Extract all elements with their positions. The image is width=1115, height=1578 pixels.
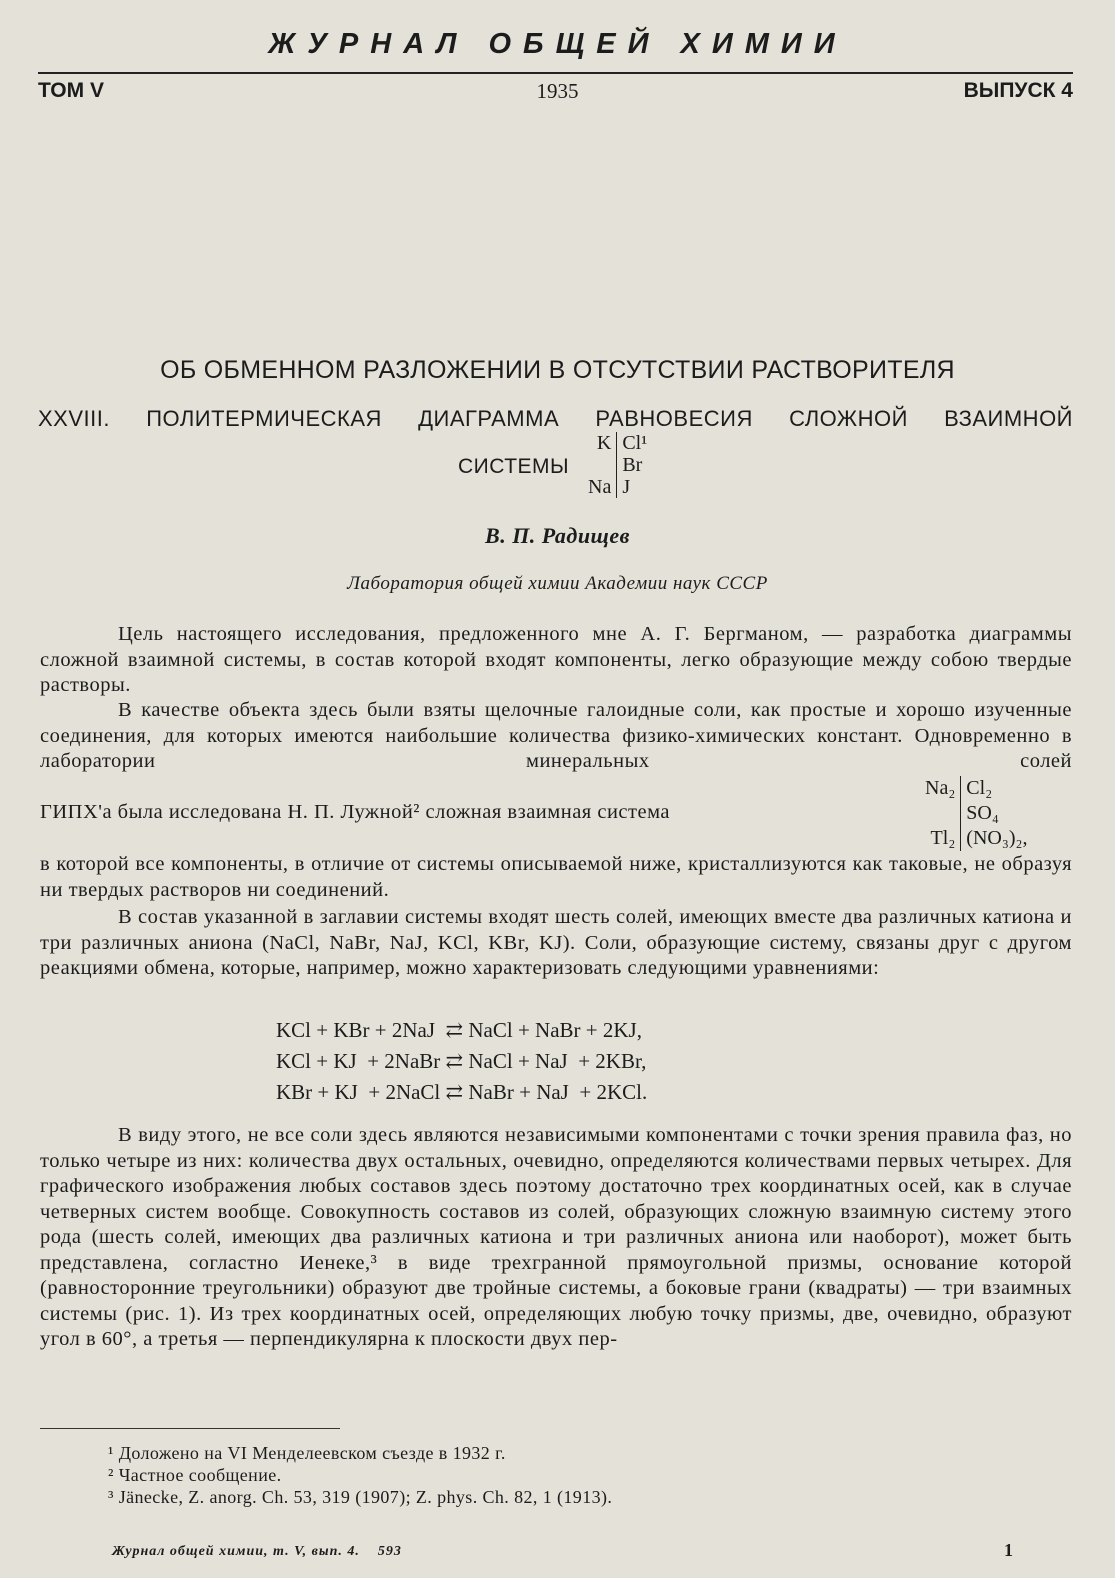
system-formula [588,432,647,498]
author: В. П. Радищев [485,523,630,548]
cation-tl2: Tl₂ [930,827,956,849]
system-label: СИСТЕМЫ [458,455,570,478]
cation-na: Na [588,476,612,498]
article-title: ОБ ОБМЕННОМ РАЗЛОЖЕНИИ В ОТСУТСТВИИ РАСТВОРИТЕЛЯ [160,356,955,384]
paragraph-2-line: ГИПХ'а была исследована Н. П. Лужной² сложная взаимная система [40,801,671,823]
article-subtitle: XXVIII. ПОЛИТЕРМИЧЕСКАЯ ДИАГРАММА РАВНОВЕСИЯ СЛОЖНОЙ ВЗАИМНОЙ [38,406,1073,431]
natl-system-formula [925,776,1027,851]
page-number: 1 [1004,1540,1013,1560]
footnote-1: ¹ Доложено на VI Менделеевском съезде в 1932 г. [108,1443,506,1463]
equation-1: KCl + KBr + 2NaJ ⇄ NaCl + NaBr + 2KJ, [276,1018,642,1042]
equations [276,1015,647,1108]
running-footer: Журнал общей химии, т. V, вып. 4. 593 [112,1544,402,1559]
volume-label: ТОМ V [38,79,104,102]
paragraph-1-text: Цель настоящего исследования, предложенного мне А. Г. Бергманом, — разработка диаграммы сложной взаимной системы, в состав которой входят компоненты, легко образующие между собою твердые растворы. [40,623,1072,696]
header-rule [38,72,1073,74]
anion-no3: (NO₃)₂, [966,827,1028,849]
equation-2: KCl + KJ + 2NaBr ⇄ NaCl + NaJ + 2KBr, [276,1049,647,1073]
affiliation: Лаборатория общей химии Академии наук СССР [347,573,768,594]
footnote-rule [40,1428,340,1429]
journal-title: ЖУРНАЛ ОБЩЕЙ ХИМИИ [268,28,847,60]
anion-so4: SO₄ [966,802,999,824]
paragraph-2-end [40,852,1072,903]
anion-cl2: Cl₂ [966,777,993,799]
paragraph-2-end-text: в которой все компоненты, в отличие от системы описываемой ниже, кристаллизуются как таковые, не образуя ни твердых растворов ни соединений. [40,853,1072,901]
equation-3: KBr + KJ + 2NaCl ⇄ NaBr + NaJ + 2KCl. [276,1080,648,1104]
footnote-3: ³ Jänecke, Z. anorg. Ch. 53, 319 (1907); Z. phys. Ch. 82, 1 (1913). [108,1487,613,1507]
paragraph-3-text: В состав указанной в заглавии системы входят шесть солей, имеющих вместе два различных катиона и три различных аниона (NaCl, NaBr, NaJ, KCl, KBr, KJ). Соли, образующие систему, связаны друг с другом реакциями обмена, которые, например, можно характеризовать следующими уравнениями: [40,906,1072,979]
cation-k: K [596,432,612,454]
paragraph-2-text: В качестве объекта здесь были взяты щелочные галоидные соли, как простые и хорошо изученные соединения, для которых имеются наибольшие количества физико-химических констант. Одновременно в лаборатории минеральных солей [40,699,1072,772]
issue-label: ВЫПУСК 4 [963,79,1073,102]
anion-j: J [622,476,631,498]
cation-na2: Na₂ [925,777,956,799]
footnote-2: ² Частное сообщение. [108,1465,282,1485]
paragraph-1 [40,622,1072,699]
paragraph-4 [40,1123,1072,1353]
paragraph-2 [40,698,1072,775]
year-label: 1935 [536,79,579,103]
anion-cl: Cl¹ [622,432,648,454]
paragraph-4-text: В виду этого, не все соли здесь являются независимыми компонентами с точки зрения правила фаз, но только четыре из них: количества двух остальных, очевидно, определяются количествами первых четырех. Для графического изображения любых составов здесь поэтому достаточно трех координатных осей, как в случае четверных систем вообще. Совокупность составов из солей, образующих сложную взаимную систему этого рода (шесть солей, имеющих два различных катиона и три различных аниона или наоборот), может быть представлена, согластно Иенеке,³ в виде трехгранной прямоугольной призмы, основание которой (равносторонние треугольники) образуют две тройные системы, а боковые грани (квадраты) — три взаимных системы (рис. 1). Из трех координатных осей, определяющих любую точку призмы, две, очевидно, образуют угол в 60°, а третья — перпендикулярна к плоскости двух пер- [40,1124,1072,1350]
paragraph-3 [40,905,1072,982]
anion-br: Br [622,454,643,476]
